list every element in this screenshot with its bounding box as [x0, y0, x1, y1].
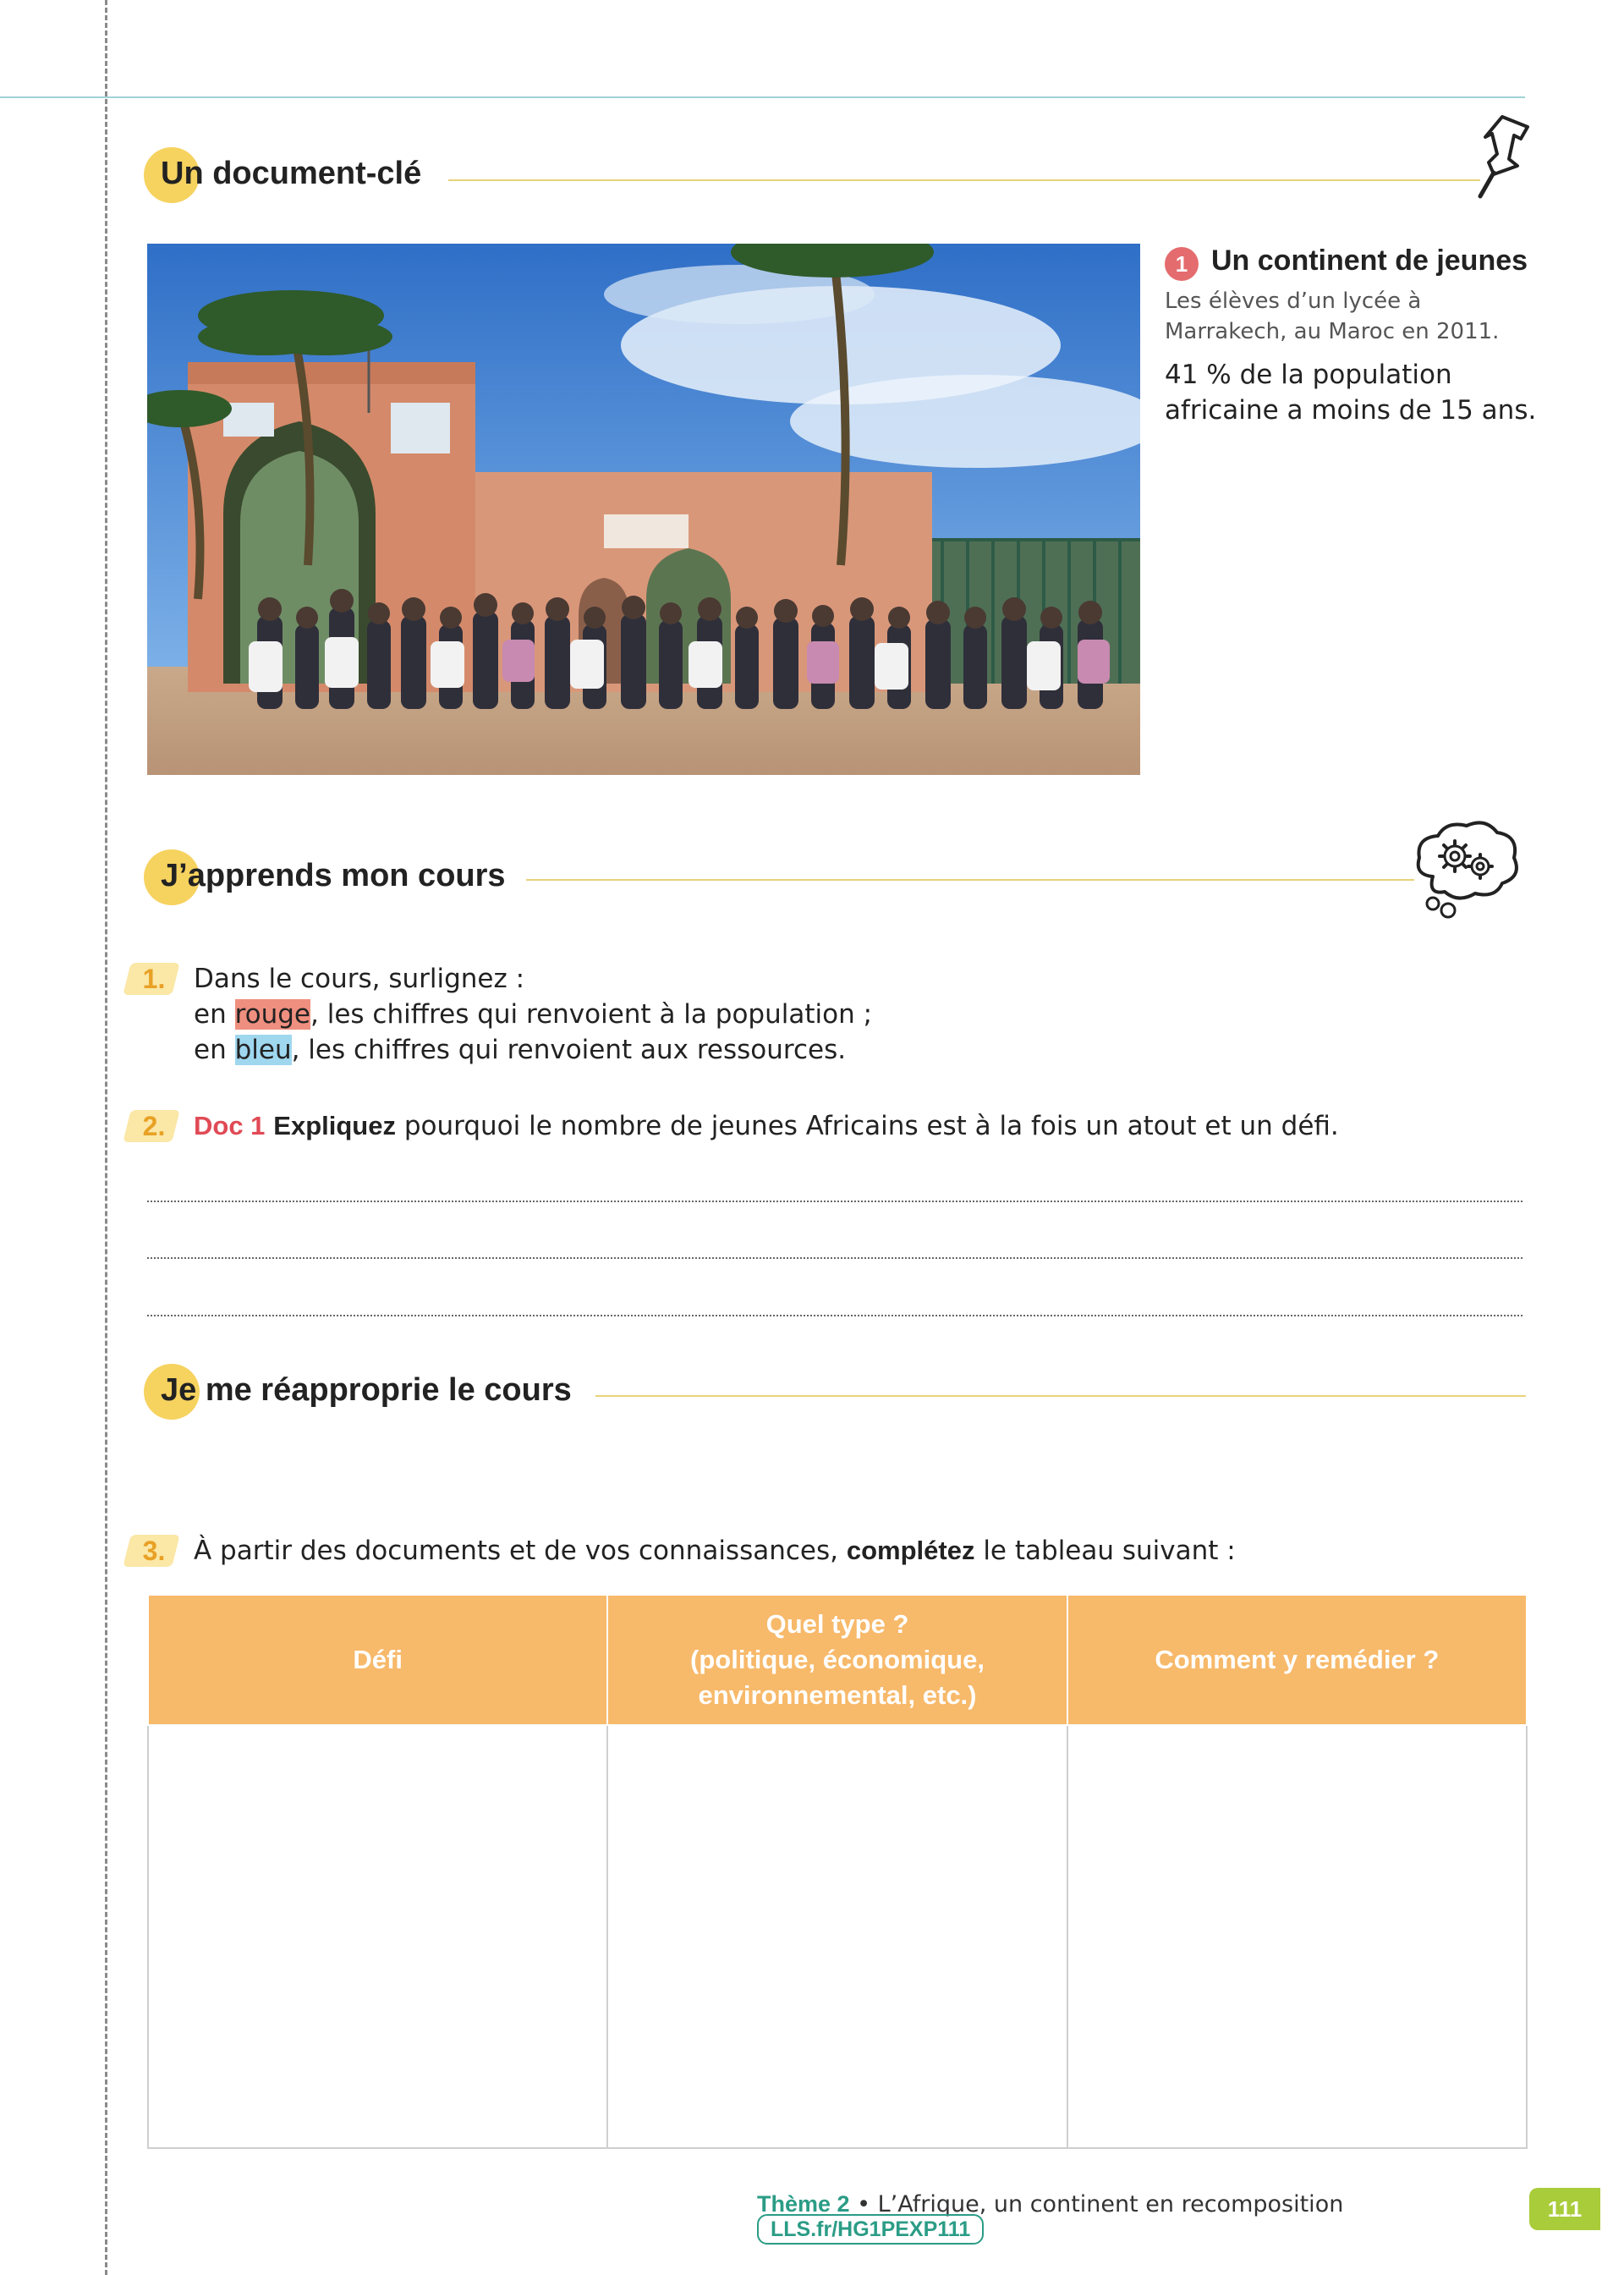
- footer-link[interactable]: LLS.fr/HG1PEXP111: [757, 2214, 984, 2245]
- section-rule: [448, 179, 1480, 181]
- footer-theme: Thème 2: [757, 2191, 850, 2217]
- answer-table: [147, 1594, 1528, 2149]
- table-header-remedier: Comment y remédier ?: [1067, 1595, 1527, 1725]
- question-number: 1.: [127, 961, 181, 997]
- students-school-gate-marrakech-photo: [147, 244, 1140, 775]
- answer-line[interactable]: [147, 1201, 1522, 1202]
- question-2-text: Doc 1 Expliquez pourquoi le nombre de jeunes Africains est à la fois un atout et un défi.: [194, 1111, 1339, 1141]
- doc-reference: Doc 1: [194, 1111, 266, 1140]
- table-cell-defi[interactable]: [148, 1725, 607, 2148]
- section-title-reapproprie: Je me réapproprie le cours: [161, 1372, 572, 1408]
- answer-line[interactable]: [147, 1315, 1522, 1316]
- highlight-red: rouge: [234, 999, 311, 1030]
- page-number: 111: [1529, 2188, 1600, 2230]
- pushpin-icon: [1468, 112, 1536, 200]
- question-1-line-1: Dans le cours, surlignez :: [194, 964, 525, 994]
- doc-fact: 41 % de la population africaine a moins de 15 ans.: [1165, 360, 1537, 426]
- margin-guide: [105, 0, 107, 2275]
- top-rule: [0, 96, 1525, 98]
- doc-number-badge: 1: [1165, 247, 1199, 281]
- question-3-text: À partir des documents et de vos connaissances, complétez le tableau suivant :: [194, 1536, 1236, 1566]
- table-header-type: [607, 1595, 1067, 1725]
- table-cell-remedier[interactable]: [1067, 1725, 1527, 2148]
- question-1-line-3: en bleu, les chiffres qui renvoient aux ressources.: [194, 1035, 847, 1065]
- question-1-line-2: en rouge, les chiffres qui renvoient à la population ;: [194, 999, 873, 1030]
- doc-title: Un continent de jeunes: [1211, 245, 1528, 277]
- doc-caption: Les élèves d’un lycée à Marrakech, au Maroc en 2011.: [1165, 288, 1500, 344]
- table-header-defi: Défi: [148, 1595, 607, 1725]
- table-header-type-text: Quel type ? (politique, économique, environnemental, etc.): [690, 1609, 985, 1710]
- gears-thought-icon: [1407, 817, 1522, 924]
- highlight-blue: bleu: [234, 1035, 292, 1065]
- question-number: 3.: [127, 1533, 181, 1569]
- answer-line[interactable]: [147, 1257, 1522, 1259]
- footer: [757, 2191, 1518, 2241]
- section-rule: [526, 879, 1414, 881]
- table-cell-type[interactable]: [607, 1725, 1067, 2148]
- footer-separator: •: [849, 2191, 878, 2217]
- section-title-document-cle: Un document-clé: [161, 156, 422, 191]
- section-title-apprends: J’apprends mon cours: [161, 858, 506, 893]
- question-number: 2.: [127, 1108, 181, 1144]
- section-rule: [595, 1395, 1526, 1397]
- footer-subtitle: L’Afrique, un continent en recomposition: [877, 2191, 1344, 2217]
